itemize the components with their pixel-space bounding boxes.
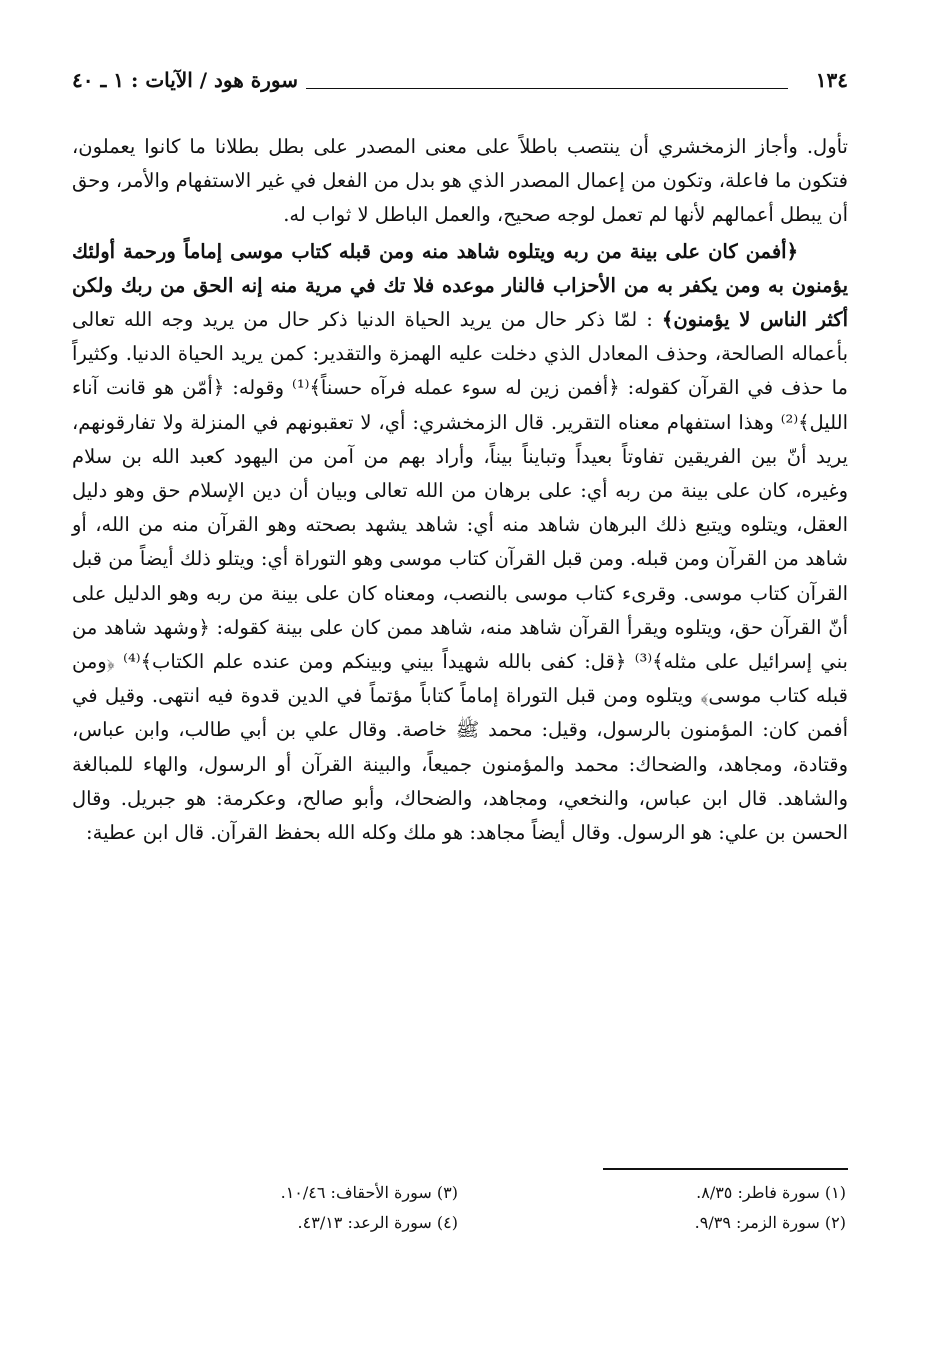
running-title: سورة هود / الآيات : ١ ـ ٤٠: [72, 68, 306, 92]
page-header: [72, 60, 848, 100]
header-rule: [272, 88, 788, 89]
footnote-4: (٤) سورة الرعد: ٤٣/١٣.: [297, 1213, 458, 1232]
footnote-3: (٣) سورة الأحقاف: ١٠/٤٦.: [280, 1183, 458, 1202]
paragraph-text: تأول. وأجاز الزمخشري أن ينتصب باطلاً على معنى المصدر على بطل بطلانا ما كانوا يعملون، فتكون ما فاعلة، وتكون من إعمال المصدر الذي هو بدل من الفعل في غير الاستفهام والأمر، وحق أن يبطل أعمالهم لأنها لم تعمل لوجه صحيح، والعمل الباطل لا ثواب له.: [72, 135, 848, 227]
footnotes: [72, 1180, 848, 1236]
footnote-1: (١) سورة فاطر: ٨/٣٥.: [696, 1183, 846, 1202]
page-number: ١٣٤: [808, 68, 848, 92]
paragraph-1: [72, 130, 848, 233]
book-page: [72, 60, 848, 1300]
paragraph-text: : لمّا ذكر حال من يريد الحياة الدنيا ذكر حال من يريد وجه الله تعالى بأعماله الصالحة، وحذف المعادل الذي دخلت عليه الهمزة والتقدير: كمن يريد الحياة الدنيا. وكثيراً ما حذف في القرآن كقوله: ﴿أفمن زين له سوء عمله فرآه حسناً﴾⁽¹⁾ وقوله: ﴿أمّن هو قانت آناء الليل﴾⁽²⁾ وهذا استفهام معناه التقرير. قال الزمخشري: أي، لا تعقبونهم في المنزلة ولا تفارقونهم، يريد أنّ بين الفريقين تفاوتاً بعيداً وتبايناً بيناً، وأراد بهم من آمن من اليهود كعبد الله بن سلام وغيره، كان على بينة من ربه أي: على برهان من الله تعالى وبيان أن دين الإسلام حق وهو دليل العقل، ويتلوه ويتبع ذلك البرهان شاهد منه أي: شاهد يشهد بصحته وهو القرآن منه من الله، أو شاهد من القرآن ومن قبله. ومن قبل القرآن كتاب موسى وهو التوراة أي: ويتلو ذلك أيضاً من قبل القرآن كتاب موسى. وقرىء كتاب موسى بالنصب، ومعناه كان على بينة من ربه وهو الدليل على أنّ القرآن حق، ويتلوه ويقرأ القرآن شاهد منه، شاهد ممن كان على بينة كقوله: ﴿وشهد شاهد من بني إسرائيل على مثله﴾⁽³⁾ ﴿قل: كفى بالله شهيداً بيني وبينكم ومن عنده علم الكتاب﴾⁽⁴⁾ ﴿ومن قبله كتاب موسى﴾ ويتلوه ومن قبل التوراة إماماً كتاباً مؤتماً في الدين قدوة فيه انتهى. وقيل في أفمن كان: المؤمنون بالرسول، وقيل: محمد ﷺ خاصة. وقال علي بن أبي طالب، وابن عباس، وقتادة، ومجاهد، والضحاك: محمد والمؤمنون جميعاً، والبينة القرآن أو الرسول، والهاء للمبالغة والشاهد. قال ابن عباس، والنخعي، ومجاهد، والضحاك، وأبو صالح، وعكرمة: هو جبريل. وقال الحسن بن علي: هو الرسول. وقال أيضاً مجاهد: هو ملك وكله الله بحفظ القرآن. قال ابن عطية:: [72, 308, 848, 845]
footnote-2: (٢) سورة الزمر: ٩/٣٩.: [694, 1213, 846, 1232]
paragraph-2: [72, 235, 848, 851]
quran-verse: ﴿أفمن كان على بينة من ربه ويتلوه شاهد منه ومن قبله كتاب موسى إماماً ورحمة أولئك يؤمنون به ومن يكفر به من الأحزاب فالنار موعده فلا تك في مرية منه إنه الحق من ربك ولكن أكثر الناس لا يؤمنون﴾: [72, 239, 848, 332]
main-text: [72, 130, 848, 850]
footnote-rule: [603, 1168, 848, 1170]
